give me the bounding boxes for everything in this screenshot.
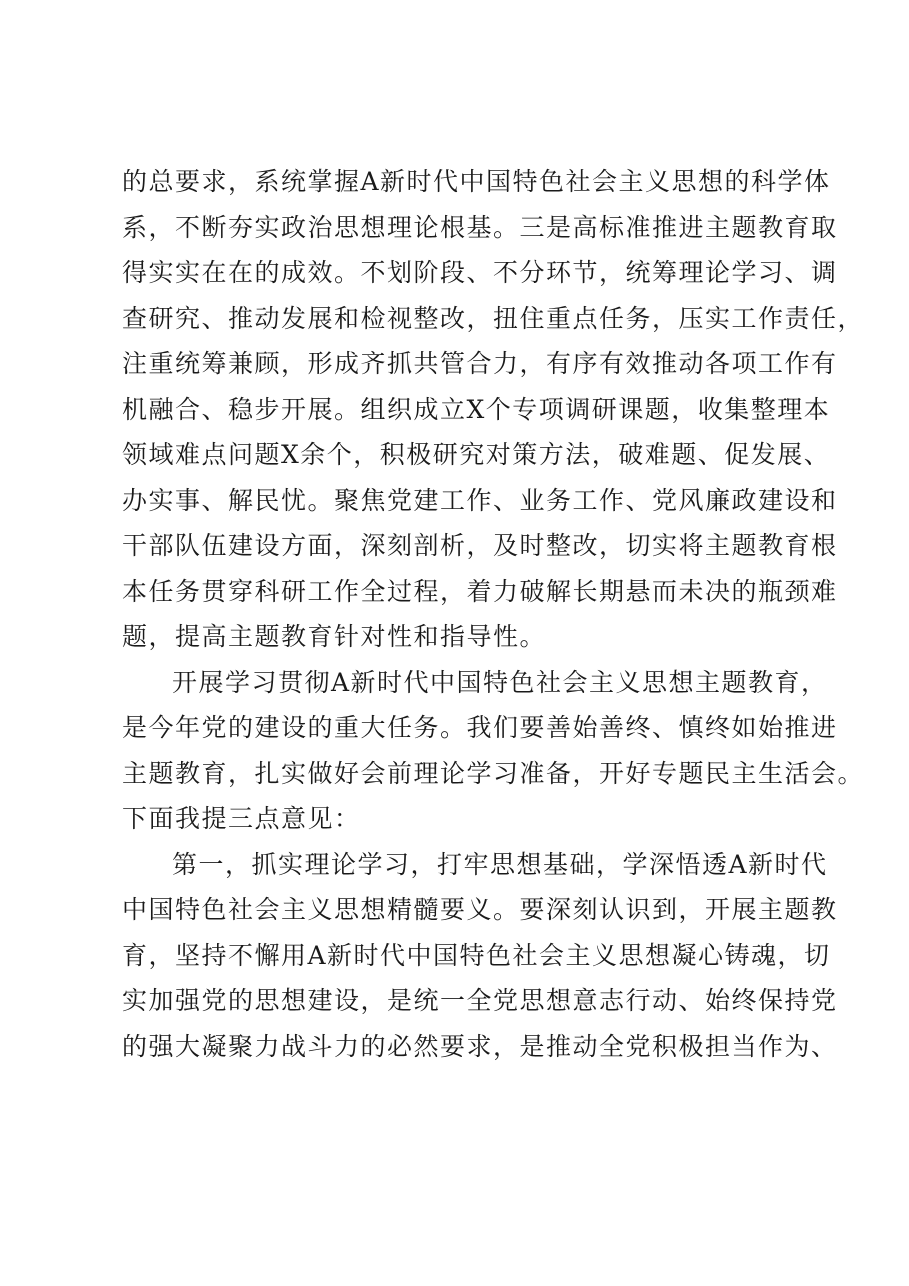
text-line: 的总要求，系统掌握A新时代中国特色社会主义思想的科学体	[122, 167, 831, 196]
text-line: 第一，抓实理论学习，打牢思想基础，学深悟透A新时代	[172, 849, 828, 879]
text-line: 得实实在在的成效。不划阶段、不分环节，统筹理论学习、调	[122, 258, 838, 287]
text-line: 下面我提三点意见：	[122, 804, 361, 833]
text-line: 干部队伍建设方面，深刻剖析，及时整改，切实将主题教育根	[122, 531, 838, 560]
text-line: 办实事、解民忧。聚焦党建工作、业务工作、党风廉政建设和	[122, 485, 838, 515]
text-line: 中国特色社会主义思想精髓要义。要深刻认识到，开展主题教	[122, 895, 838, 924]
document-body	[122, 159, 865, 1069]
paragraph-2	[122, 660, 865, 842]
text-line: 的强大凝聚力战斗力的必然要求，是推动全党积极担当作为、	[122, 1031, 838, 1061]
text-line: 查研究、推动发展和检视整改，扭住重点任务，压实工作责任，	[122, 303, 865, 333]
text-line: 领域难点问题X余个，积极研究对策方法，破难题、促发展、	[122, 440, 831, 469]
text-line: 育，坚持不懈用A新时代中国特色社会主义思想凝心铸魂，切	[122, 940, 831, 970]
text-line: 实加强党的思想建设，是统一全党思想意志行动、始终保持党	[122, 986, 838, 1015]
text-line: 题，提高主题教育针对性和指导性。	[122, 622, 547, 651]
text-line: 开展学习贯彻A新时代中国特色社会主义思想主题教育，	[172, 667, 828, 697]
paragraph-3	[122, 842, 838, 1070]
paragraph-1	[122, 159, 865, 660]
text-line: 本任务贯穿科研工作全过程，着力破解长期悬而未决的瓶颈难	[122, 576, 838, 606]
text-line: 是今年党的建设的重大任务。我们要善始善终、慎终如始推进	[122, 713, 838, 742]
text-line: 机融合、稳步开展。组织成立X个专项调研课题，收集整理本	[122, 394, 831, 424]
text-line: 注重统筹兼顾，形成齐抓共管合力，有序有效推动各项工作有	[122, 349, 838, 378]
text-line: 主题教育，扎实做好会前理论学习准备，开好专题民主生活会。	[122, 758, 865, 788]
text-line: 系，不断夯实政治思想理论根基。三是高标准推进主题教育取	[122, 212, 838, 242]
